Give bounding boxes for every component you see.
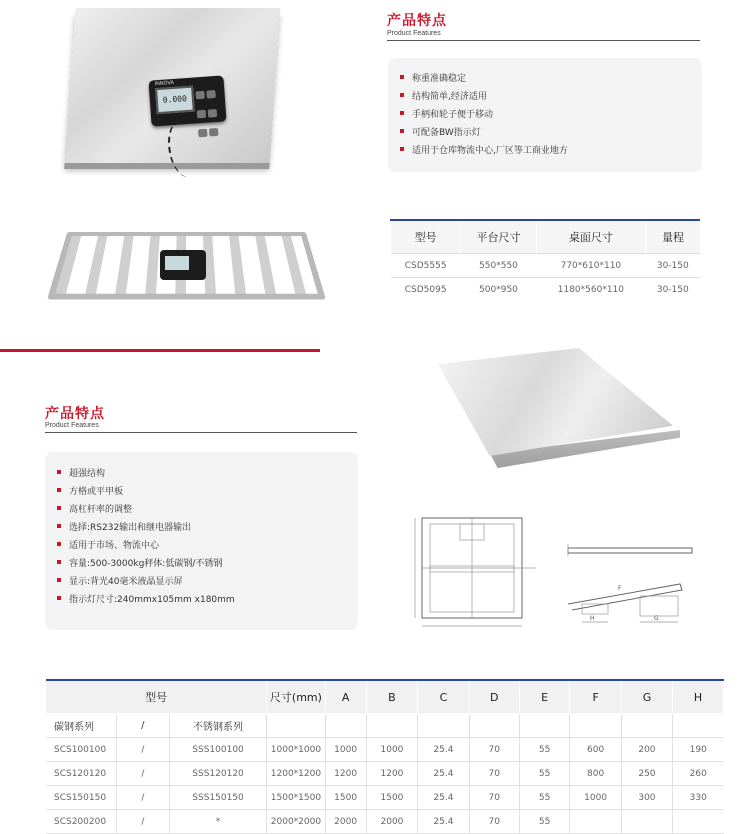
- series-stainless-steel: 不锈钢系列: [169, 714, 266, 738]
- table-cell: 330: [672, 786, 723, 810]
- bullet-icon: [57, 506, 61, 510]
- table-cell: 200: [621, 738, 672, 762]
- table-cell: /: [116, 762, 169, 786]
- table-cell: 2000*2000: [267, 810, 325, 834]
- product-features-subheading-2: Product Features: [45, 422, 99, 429]
- table-cell: SSS120120: [169, 762, 266, 786]
- bullet-icon: [400, 93, 404, 97]
- col-header-model: 型号: [391, 220, 461, 254]
- feature-item: 高杠杆率的调整: [57, 499, 235, 517]
- table-cell: 550*550: [461, 254, 536, 278]
- table-cell: 500*950: [461, 278, 536, 302]
- table-cell: 2000: [325, 810, 366, 834]
- bullet-icon: [400, 147, 404, 151]
- product-features-heading-2: 产品特点: [45, 406, 105, 422]
- top-view-drawing: [410, 510, 545, 635]
- table-subheader-row: [46, 714, 724, 738]
- table-cell: 25.4: [418, 810, 469, 834]
- table-cell: 70: [469, 810, 519, 834]
- table-cell: CSD5555: [391, 254, 461, 278]
- weighing-indicator-photo-2: [160, 250, 206, 280]
- table-cell: 70: [469, 738, 519, 762]
- col-header-f: F: [570, 680, 622, 714]
- table-cell: 250: [621, 762, 672, 786]
- table-cell: 770*610*110: [536, 254, 645, 278]
- table-cell: 55: [519, 810, 569, 834]
- features-list-middle: [57, 463, 235, 607]
- table-cell: SSS150150: [169, 786, 266, 810]
- table-cell: 1200: [325, 762, 366, 786]
- table-cell: CSD5095: [391, 278, 461, 302]
- bullet-icon: [400, 75, 404, 79]
- table-cell: 600: [570, 738, 622, 762]
- dimension-label-g: G: [654, 615, 659, 622]
- table-cell: 190: [672, 738, 723, 762]
- bullet-icon: [57, 596, 61, 600]
- table-cell: 1000: [570, 786, 622, 810]
- col-header-platform-size: 平台尺寸: [461, 220, 536, 254]
- bullet-icon: [57, 560, 61, 564]
- indicator-keypad: [194, 84, 220, 114]
- feature-item: 显示:背光40毫米液晶显示屏: [57, 571, 235, 589]
- section-divider: [0, 349, 320, 352]
- bullet-icon: [57, 524, 61, 528]
- bullet-icon: [57, 470, 61, 474]
- col-header-h: H: [672, 680, 723, 714]
- spec-table-top: [390, 219, 700, 301]
- feature-item: 适用于仓库物流中心,厂区等工商业地方: [400, 140, 568, 158]
- table-cell: /: [116, 738, 169, 762]
- table-cell: 70: [469, 786, 519, 810]
- table-cell: 1000: [325, 738, 366, 762]
- table-cell: 25.4: [418, 762, 469, 786]
- table-cell: [672, 810, 723, 834]
- col-header-b: B: [366, 680, 418, 714]
- table-cell: [570, 810, 622, 834]
- table-cell: SSS100100: [169, 738, 266, 762]
- features-box-middle: [45, 452, 358, 630]
- col-header-e: E: [519, 680, 569, 714]
- dimension-label-h: H: [590, 615, 595, 622]
- table-cell: 1000*1000: [267, 738, 325, 762]
- bullet-icon: [400, 129, 404, 133]
- table-row: [391, 254, 701, 278]
- table-row: [46, 738, 724, 762]
- table-cell: SCS120120: [46, 762, 116, 786]
- table-cell: 260: [672, 762, 723, 786]
- table-cell: 1500: [325, 786, 366, 810]
- table-row: [46, 810, 724, 834]
- series-carbon-steel: 碳钢系列: [46, 714, 116, 738]
- table-cell: 55: [519, 762, 569, 786]
- table-cell: 30-150: [646, 278, 700, 302]
- table-cell: /: [116, 786, 169, 810]
- table-cell: 25.4: [418, 738, 469, 762]
- table-cell: 1500*1500: [267, 786, 325, 810]
- feature-item: 容量:500-3000kg秤体:低碳钢/不锈钢: [57, 553, 235, 571]
- col-header-desktop-size: 桌面尺寸: [536, 220, 645, 254]
- indicator-display: 0.000: [155, 86, 195, 115]
- feature-item: 可配备BW指示灯: [400, 122, 568, 140]
- indicator-cable: [168, 118, 206, 178]
- heading-underline: [387, 40, 700, 41]
- spec-table-bottom: [46, 679, 724, 834]
- feature-item: 超强结构: [57, 463, 235, 481]
- table-cell: 2000: [366, 810, 418, 834]
- product-features-heading: 产品特点: [387, 13, 447, 29]
- table-cell: 800: [570, 762, 622, 786]
- table-cell: 25.4: [418, 786, 469, 810]
- table-cell: *: [169, 810, 266, 834]
- series-separator: /: [116, 714, 169, 738]
- bullet-icon: [57, 542, 61, 546]
- feature-item: 指示灯尺寸:240mmx105mm x180mm: [57, 589, 235, 607]
- features-box-top: [388, 58, 702, 172]
- table-row: [391, 278, 701, 302]
- table-cell: 1000: [366, 738, 418, 762]
- product-features-subheading: Product Features: [387, 30, 441, 37]
- side-view-drawing: [560, 538, 700, 630]
- table-cell: 30-150: [646, 254, 700, 278]
- bullet-icon: [400, 111, 404, 115]
- table-row: [46, 786, 724, 810]
- col-header-size: 尺寸(mm): [267, 680, 325, 714]
- col-header-range: 量程: [646, 220, 700, 254]
- features-list-top: [400, 68, 568, 158]
- table-cell: 1200: [366, 762, 418, 786]
- table-cell: /: [116, 810, 169, 834]
- table-cell: [621, 810, 672, 834]
- table-cell: SCS150150: [46, 786, 116, 810]
- table-cell: 70: [469, 762, 519, 786]
- table-cell: 1180*560*110: [536, 278, 645, 302]
- col-header-c: C: [418, 680, 469, 714]
- feature-item: 适用于市场、物流中心: [57, 535, 235, 553]
- col-header-g: G: [621, 680, 672, 714]
- bullet-icon: [57, 578, 61, 582]
- feature-item: 手柄和轮子便于移动: [400, 104, 568, 122]
- table-cell: SCS100100: [46, 738, 116, 762]
- feature-item: 方格或平甲板: [57, 481, 235, 499]
- feature-item: 结构简单,经济适用: [400, 86, 568, 104]
- indicator-brand: INNOVA: [154, 79, 175, 88]
- col-header-a: A: [325, 680, 366, 714]
- feature-item: 选择:RS232输出和继电器输出: [57, 517, 235, 535]
- heading-underline-2: [45, 432, 357, 433]
- feature-item: 称重准确稳定: [400, 68, 568, 86]
- dimension-label-f: F: [618, 585, 622, 592]
- table-cell: 55: [519, 738, 569, 762]
- col-header-model: 型号: [46, 680, 267, 714]
- table-cell: SCS200200: [46, 810, 116, 834]
- table-row: [46, 762, 724, 786]
- table-cell: 1200*1200: [267, 762, 325, 786]
- table-cell: 300: [621, 786, 672, 810]
- col-header-d: D: [469, 680, 519, 714]
- table-cell: 55: [519, 786, 569, 810]
- bullet-icon: [57, 488, 61, 492]
- table-cell: 1500: [366, 786, 418, 810]
